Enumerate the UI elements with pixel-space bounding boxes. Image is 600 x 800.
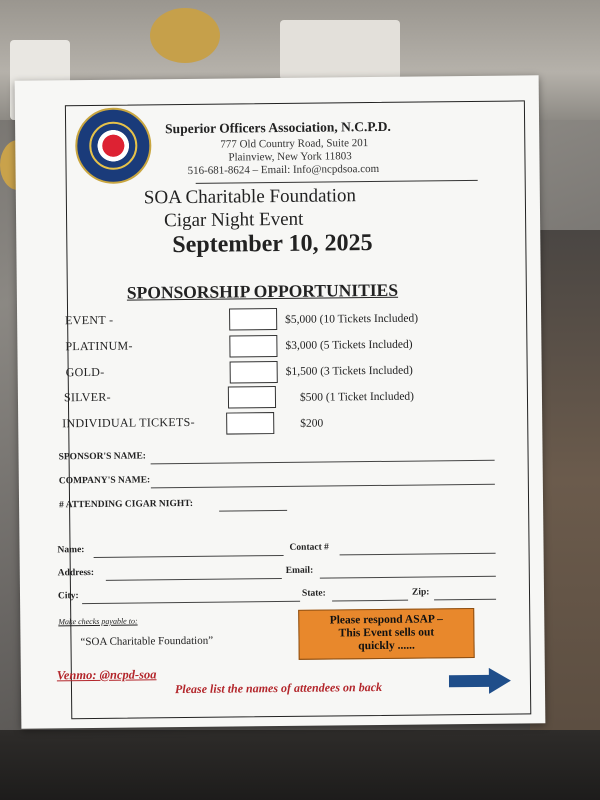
name-label: Name: — [57, 545, 85, 556]
organization-address-1: 777 Old Country Road, Suite 201 — [220, 137, 369, 151]
event-title-2: Cigar Night Event — [163, 208, 304, 232]
level-gold-price: $1,500 (3 Tickets Included) — [285, 364, 413, 378]
level-event-label: EVENT - — [65, 312, 114, 328]
arrow-right-icon — [449, 668, 511, 695]
event-title-1: SOA Charitable Foundation — [143, 185, 357, 209]
sponsor-name-label: SPONSOR'S NAME: — [58, 451, 146, 463]
attendees-note: Please list the names of attendees on back — [174, 679, 383, 697]
company-name-label: COMPANY'S NAME: — [58, 475, 151, 487]
level-event-checkbox[interactable] — [229, 308, 277, 331]
level-silver-checkbox[interactable] — [228, 386, 276, 409]
notice-line-1: Please respond ASAP – — [329, 613, 443, 627]
organization-name: Superior Officers Association, N.C.P.D. — [165, 118, 391, 137]
level-platinum-checkbox[interactable] — [229, 335, 277, 358]
notice-line-2: This Event sells out — [338, 626, 435, 640]
zip-label: Zip: — [411, 587, 430, 598]
floor-background — [0, 730, 600, 800]
trophy-right — [280, 20, 400, 80]
respond-notice — [298, 608, 475, 660]
level-silver-label: SILVER- — [63, 389, 112, 405]
organization-contact: 516-681-8624 – Email: Info@ncpdsoa.com — [187, 162, 380, 177]
venmo-handle: Venmo: @ncpd-soa — [56, 667, 157, 683]
state-label: State: — [301, 588, 326, 599]
address-label: Address: — [57, 567, 95, 579]
level-silver-price: $500 (1 Ticket Included) — [299, 390, 415, 404]
attending-label: # ATTENDING CIGAR NIGHT: — [59, 498, 194, 511]
checks-payee: “SOA Charitable Foundation” — [80, 634, 214, 649]
event-date: September 10, 2025 — [172, 230, 373, 259]
level-platinum-label: PLATINUM- — [65, 338, 133, 354]
level-platinum-price: $3,000 (5 Tickets Included) — [285, 338, 413, 352]
soa-seal-logo — [75, 107, 152, 184]
level-gold-checkbox[interactable] — [230, 361, 278, 384]
level-event-price: $5,000 (10 Tickets Included) — [285, 312, 419, 326]
notice-line-3: quickly ...... — [358, 639, 415, 653]
contact-label: Contact # — [289, 542, 329, 553]
city-label: City: — [57, 591, 79, 602]
flyer-paper — [15, 75, 546, 728]
checks-payable-label: Make checks payable to: — [58, 616, 138, 627]
level-individual-checkbox[interactable] — [226, 412, 274, 435]
organization-address-2: Plainview, New York 11803 — [228, 150, 352, 164]
level-individual-price: $200 — [300, 417, 324, 430]
sponsorship-heading: SPONSORSHIP OPPORTUNITIES — [126, 279, 399, 303]
level-gold-label: GOLD- — [65, 364, 105, 380]
level-individual-label: INDIVIDUAL TICKETS- — [62, 414, 195, 431]
gold-badge — [150, 8, 220, 63]
email-label: Email: — [285, 565, 314, 576]
